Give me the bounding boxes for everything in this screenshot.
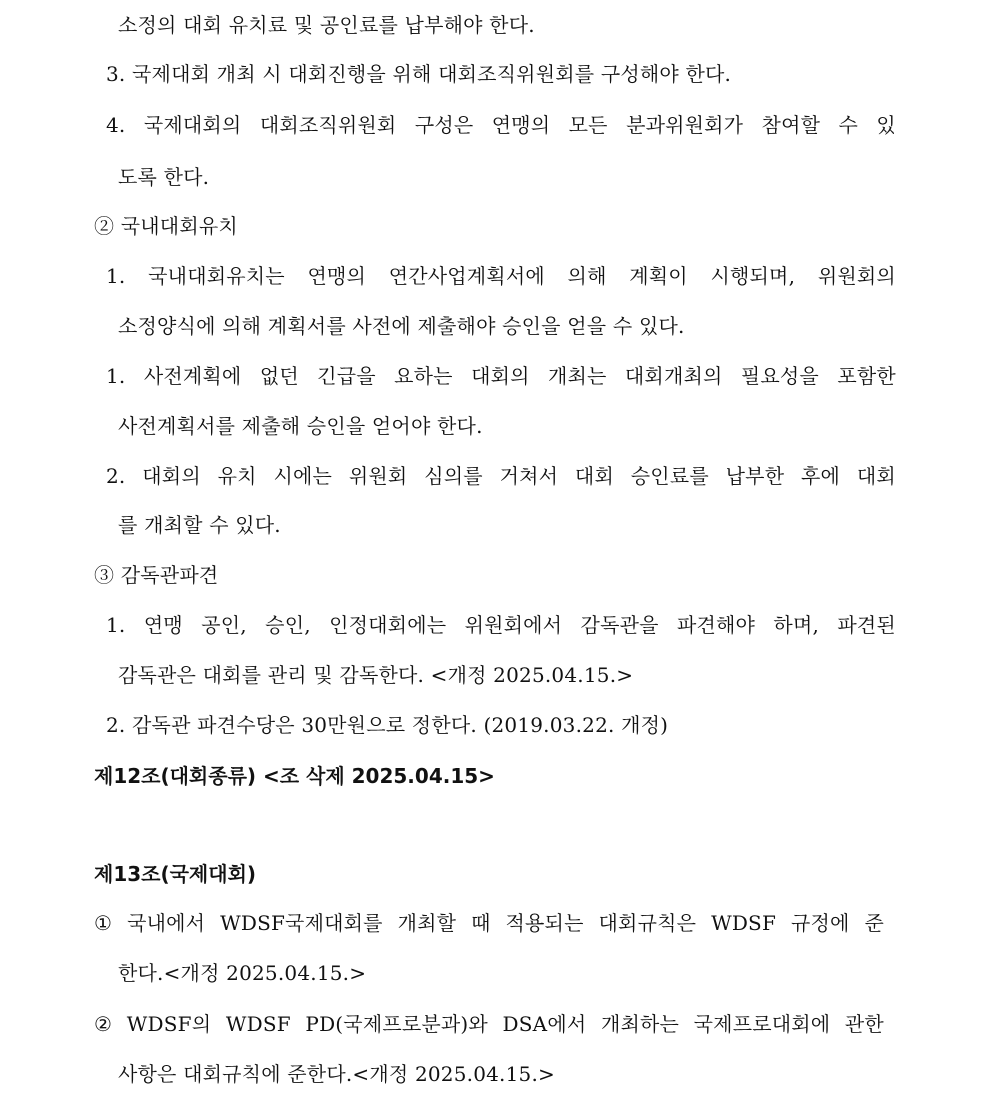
word: 인정대회에는 <box>329 613 447 637</box>
word: 승인, <box>265 613 311 637</box>
word: WDSF의 <box>126 1012 212 1036</box>
word: 때 <box>471 911 491 935</box>
word: 1. <box>106 264 126 288</box>
word: 공인, <box>201 613 247 637</box>
word: 대회 <box>574 464 614 488</box>
word: 규정에 <box>790 911 850 935</box>
word: 없던 <box>259 364 299 388</box>
paragraph-line-19: 한다.<개정 2025.04.15.> <box>118 961 367 985</box>
word: 계획이 <box>629 264 688 288</box>
paragraph-line-8 <box>106 363 896 389</box>
word: 참여할 <box>761 113 821 137</box>
word: PD(국제프로분과)와 <box>305 1012 488 1036</box>
word: 연맹의 <box>307 264 367 288</box>
word: 파견된 <box>837 613 896 637</box>
word: 구성은 <box>414 113 474 137</box>
word: 국제대회의 <box>143 113 242 137</box>
word: 하며, <box>773 613 820 637</box>
word: 개최하는 <box>600 1012 680 1036</box>
word: 분과위원회가 <box>626 113 744 137</box>
word: 유치 <box>217 464 257 488</box>
word: ① <box>94 911 113 935</box>
word: 연간사업계획서에 <box>388 264 545 288</box>
word: 대회의 <box>471 364 530 388</box>
word: 필요성을 <box>740 364 819 388</box>
word: 4. <box>106 113 126 137</box>
word: 대회규칙은 <box>598 911 697 935</box>
word: 1. <box>106 613 126 637</box>
word: 1. <box>106 364 126 388</box>
word: 시행되며, <box>710 264 796 288</box>
word: 대회의 <box>142 464 201 488</box>
word: 국내대회유치는 <box>148 264 285 288</box>
paragraph-line-9: 사전계획서를 제출해 승인을 얻어야 한다. <box>118 414 483 438</box>
word: 대회조직위원회 <box>259 113 397 137</box>
word: WDSF국제대회를 <box>220 911 383 935</box>
word: 승인료를 <box>630 464 709 488</box>
paragraph-line-13 <box>106 612 896 638</box>
word: 수 <box>838 113 858 137</box>
paragraph-line-21: 사항은 대회규칙에 준한다.<개정 2025.04.15.> <box>118 1062 555 1086</box>
word: 있 <box>876 113 896 137</box>
word: 연맹의 <box>491 113 551 137</box>
word: 거쳐서 <box>499 464 559 488</box>
word: 의해 <box>567 264 607 288</box>
word: 시에는 <box>273 464 333 488</box>
word: 관한 <box>844 1012 884 1036</box>
word: 준 <box>864 911 884 935</box>
word: 위원회 <box>348 464 408 488</box>
word: 적용되는 <box>505 911 584 935</box>
word: WDSF <box>711 911 777 935</box>
article-13-heading: 제13조(국제대회) <box>94 862 257 886</box>
word: 심의를 <box>424 464 483 488</box>
word: 국제프로대회에 <box>693 1012 831 1036</box>
word: 2. <box>106 464 126 488</box>
word: DSA에서 <box>502 1012 587 1036</box>
paragraph-line-15: 2. 감독관 파견수당은 30만원으로 정한다. (2019.03.22. 개정) <box>106 713 669 737</box>
word: 위원회의 <box>817 264 896 288</box>
word: 감독관을 <box>580 613 659 637</box>
word: 사전계획에 <box>143 364 242 388</box>
word: 대회 <box>856 464 896 488</box>
word: 포함한 <box>837 364 896 388</box>
word: ② <box>94 1012 113 1036</box>
paragraph-line-1: 소정의 대회 유치료 및 공인료를 납부해야 한다. <box>118 13 535 37</box>
word: 긴급을 <box>317 364 376 388</box>
paragraph-line-2: 3. 국제대회 개최 시 대회진행을 위해 대회조직위원회를 구성해야 한다. <box>106 62 732 86</box>
paragraph-line-6 <box>106 263 896 289</box>
article-12-heading: 제12조(대회종류) <조 삭제 2025.04.15> <box>94 764 495 788</box>
word: 대회개최의 <box>624 364 723 388</box>
section-label-domestic-hosting: ② 국내대회유치 <box>94 214 238 238</box>
paragraph-line-18 <box>94 910 884 936</box>
paragraph-line-7: 소정양식에 의해 계획서를 사전에 제출해야 승인을 얻을 수 있다. <box>118 314 685 338</box>
word: 모든 <box>568 113 608 137</box>
paragraph-line-11: 를 개최할 수 있다. <box>118 513 281 537</box>
word: 요하는 <box>394 364 453 388</box>
section-label-supervisor-dispatch: ③ 감독관파견 <box>94 563 219 587</box>
word: 국내에서 <box>127 911 206 935</box>
word: 납부한 <box>725 464 785 488</box>
paragraph-line-14: 감독관은 대회를 관리 및 감독한다. <개정 2025.04.15.> <box>118 663 634 687</box>
paragraph-line-4: 도록 한다. <box>118 165 210 189</box>
paragraph-line-20 <box>94 1011 884 1037</box>
word: 개최할 <box>397 911 457 935</box>
word: 후에 <box>801 464 841 488</box>
paragraph-line-3 <box>106 112 896 138</box>
word: 연맹 <box>143 613 183 637</box>
word: 위원회에서 <box>464 613 563 637</box>
paragraph-line-10 <box>106 463 896 489</box>
word: 개최는 <box>547 364 607 388</box>
word: 파견해야 <box>676 613 756 637</box>
word: WDSF <box>225 1012 291 1036</box>
